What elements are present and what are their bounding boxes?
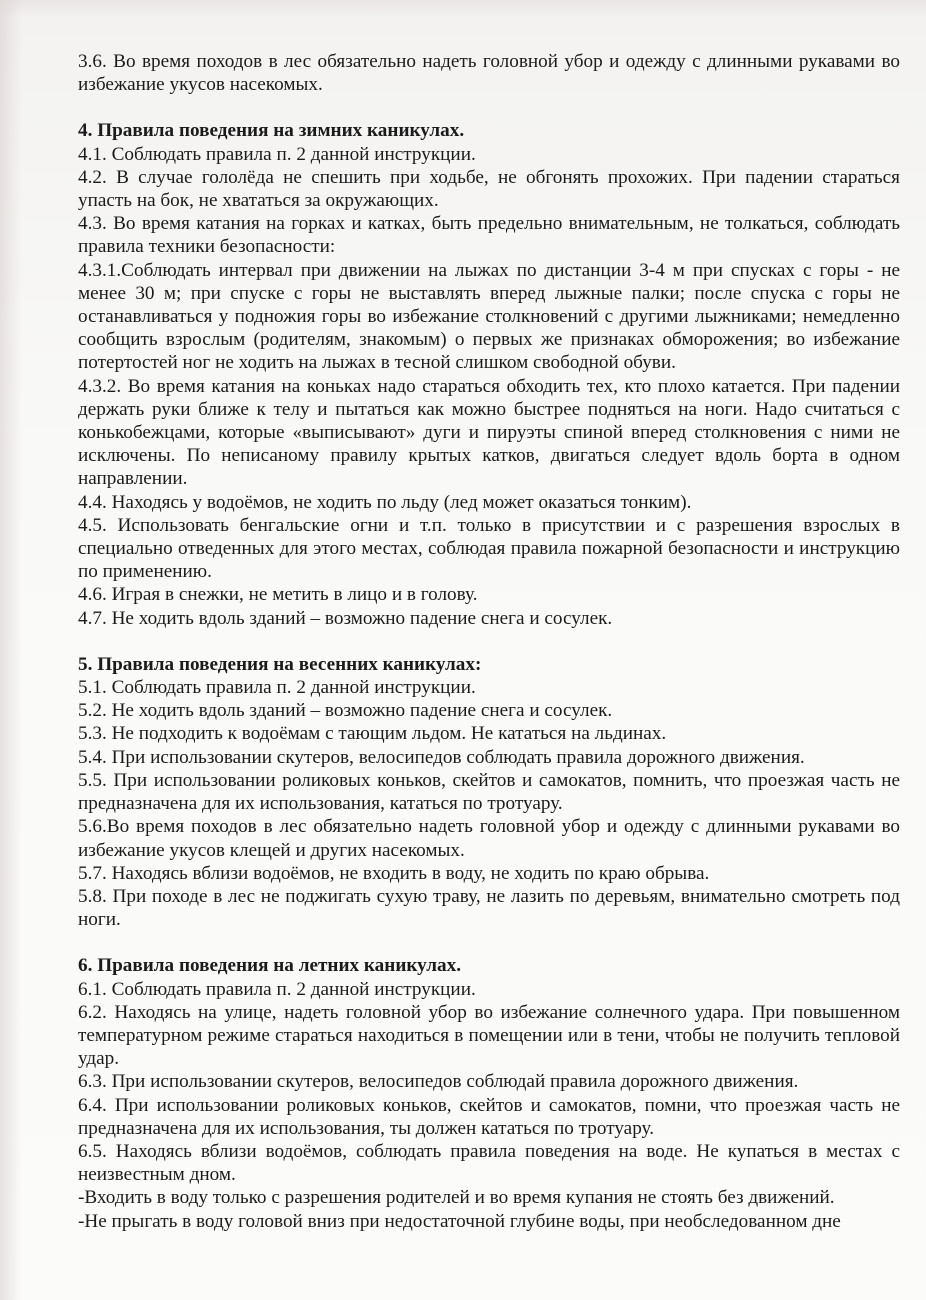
section-summer xyxy=(78,954,900,1232)
rule-item: 4.3. Во время катания на горках и катках, быть предельно внимательным, не толкаться, соблюдать правила техники безопасности: xyxy=(78,213,900,258)
rule-item: 6.1. Соблюдать правила п. 2 данной инструкции. xyxy=(78,978,476,1000)
document-body xyxy=(78,50,900,1233)
rule-item: 5.5. При использовании роликовых коньков, скейтов и самокатов, помнить, что проезжая часть не предназначена для их использования, кататься по тротуару. xyxy=(78,769,900,815)
rule-item: -Входить в воду только с разрешения родителей и во время купания не стоять без движений. xyxy=(78,1187,835,1209)
rule-item: 4.1. Соблюдать правила п. 2 данной инструкции. xyxy=(78,143,476,165)
rule-item: 6.4. При использовании роликовых коньков, скейтов и самокатов, помни, что проезжая часть не предназначена для их использования, ты должен кататься по тротуару. xyxy=(78,1094,900,1139)
rule-item: 6.3. При использовании скутеров, велосипедов соблюдай правила дорожного движения. xyxy=(78,1071,799,1093)
rule-item: 4.2. В случае гололёда не спешить при ходьбе, не обгонять прохожих. При падении стараться упасть на бок, не хвататься за окружающих. xyxy=(78,166,900,212)
rule-item: 4.5. Использовать бенгальские огни и т.п. только в присутствии и с разрешения взрослых в специально отведенных для этого местах, соблюдая правила пожарной безопасности и инструкцию по применению. xyxy=(78,514,900,583)
rule-item: 5.1. Соблюдать правила п. 2 данной инструкции. xyxy=(78,677,476,699)
section-heading: 6. Правила поведения на летних каникулах. xyxy=(78,955,462,977)
section-spring xyxy=(78,653,900,931)
rule-item: 6.5. Находясь вблизи водоёмов, соблюдать правила поведения на воде. Не купаться в местах с неизвестным дном. xyxy=(78,1140,900,1186)
rule-item: 4.3.2. Во время катания на коньках надо стараться обходить тех, кто плохо катается. При падении держать руки ближе к телу и пытаться как можно быстрее подняться на ноги. Надо считаться с конькобежцами, которые «выписывают» дуги и пируэты спиной вперед столкновения с ними не исключены. По неписаному правилу крытых катков, двигаться следует вдоль борта в одном направлении. xyxy=(78,375,900,490)
rule-item: 5.2. Не ходить вдоль зданий – возможно падение снега и сосулек. xyxy=(78,700,613,722)
section-heading: 4. Правила поведения на зимних каникулах. xyxy=(78,120,465,142)
section-3-continuation xyxy=(78,50,900,96)
section-winter xyxy=(78,119,900,629)
page-top-shadow xyxy=(0,0,926,18)
rule-item: 3.6. Во время походов в лес обязательно надеть головной убор и одежду с длинными рукавами во избежание укусов насекомых. xyxy=(78,51,900,96)
page-edge-shadow xyxy=(0,0,22,1300)
rule-item: 5.7. Находясь вблизи водоёмов, не входить в воду, не ходить по краю обрыва. xyxy=(78,862,710,884)
rule-item: 5.3. Не подходить к водоёмам с тающим льдом. Не кататься на льдинах. xyxy=(78,723,667,745)
rule-item: 4.7. Не ходить вдоль зданий – возможно падение снега и сосулек. xyxy=(78,607,613,629)
rule-item: 5.6.Во время походов в лес обязательно надеть головной убор и одежду с длинными рукавами во избежание укусов клещей и других насекомых. xyxy=(78,816,900,861)
rule-item: 4.3.1.Соблюдать интервал при движении на лыжах по дистанции 3-4 м при спусках с горы - не менее 30 м; при спуске с горы не выставлять вперед лыжные палки; после спуска с горы не останавливаться у подножия горы во избежание столкновений с другими лыжниками; немедленно сообщить взрослым (родителям, знакомым) о первых же признаках обморожения; во избежание потертостей ног не ходить на лыжах в тесной слишком свободной обуви. xyxy=(78,259,900,374)
section-heading: 5. Правила поведения на весенних каникулах: xyxy=(78,653,482,675)
rule-item: 4.6. Играя в снежки, не метить в лицо и в голову. xyxy=(78,584,478,606)
rule-item: -Не прыгать в воду головой вниз при недостаточной глубине воды, при необследованном дне xyxy=(78,1210,841,1232)
rule-item: 6.2. Находясь на улице, надеть головной убор во избежание солнечного удара. При повышенном температурном режиме стараться находиться в помещении или в тени, чтобы не получить тепловой удар. xyxy=(78,1001,900,1070)
rule-item: 4.4. Находясь у водоёмов, не ходить по льду (лед может оказаться тонким). xyxy=(78,491,692,513)
rule-item: 5.8. При походе в лес не поджигать сухую траву, не лазить по деревьям, внимательно смотреть под ноги. xyxy=(78,885,900,931)
rule-item: 5.4. При использовании скутеров, велосипедов соблюдать правила дорожного движения. xyxy=(78,746,805,768)
